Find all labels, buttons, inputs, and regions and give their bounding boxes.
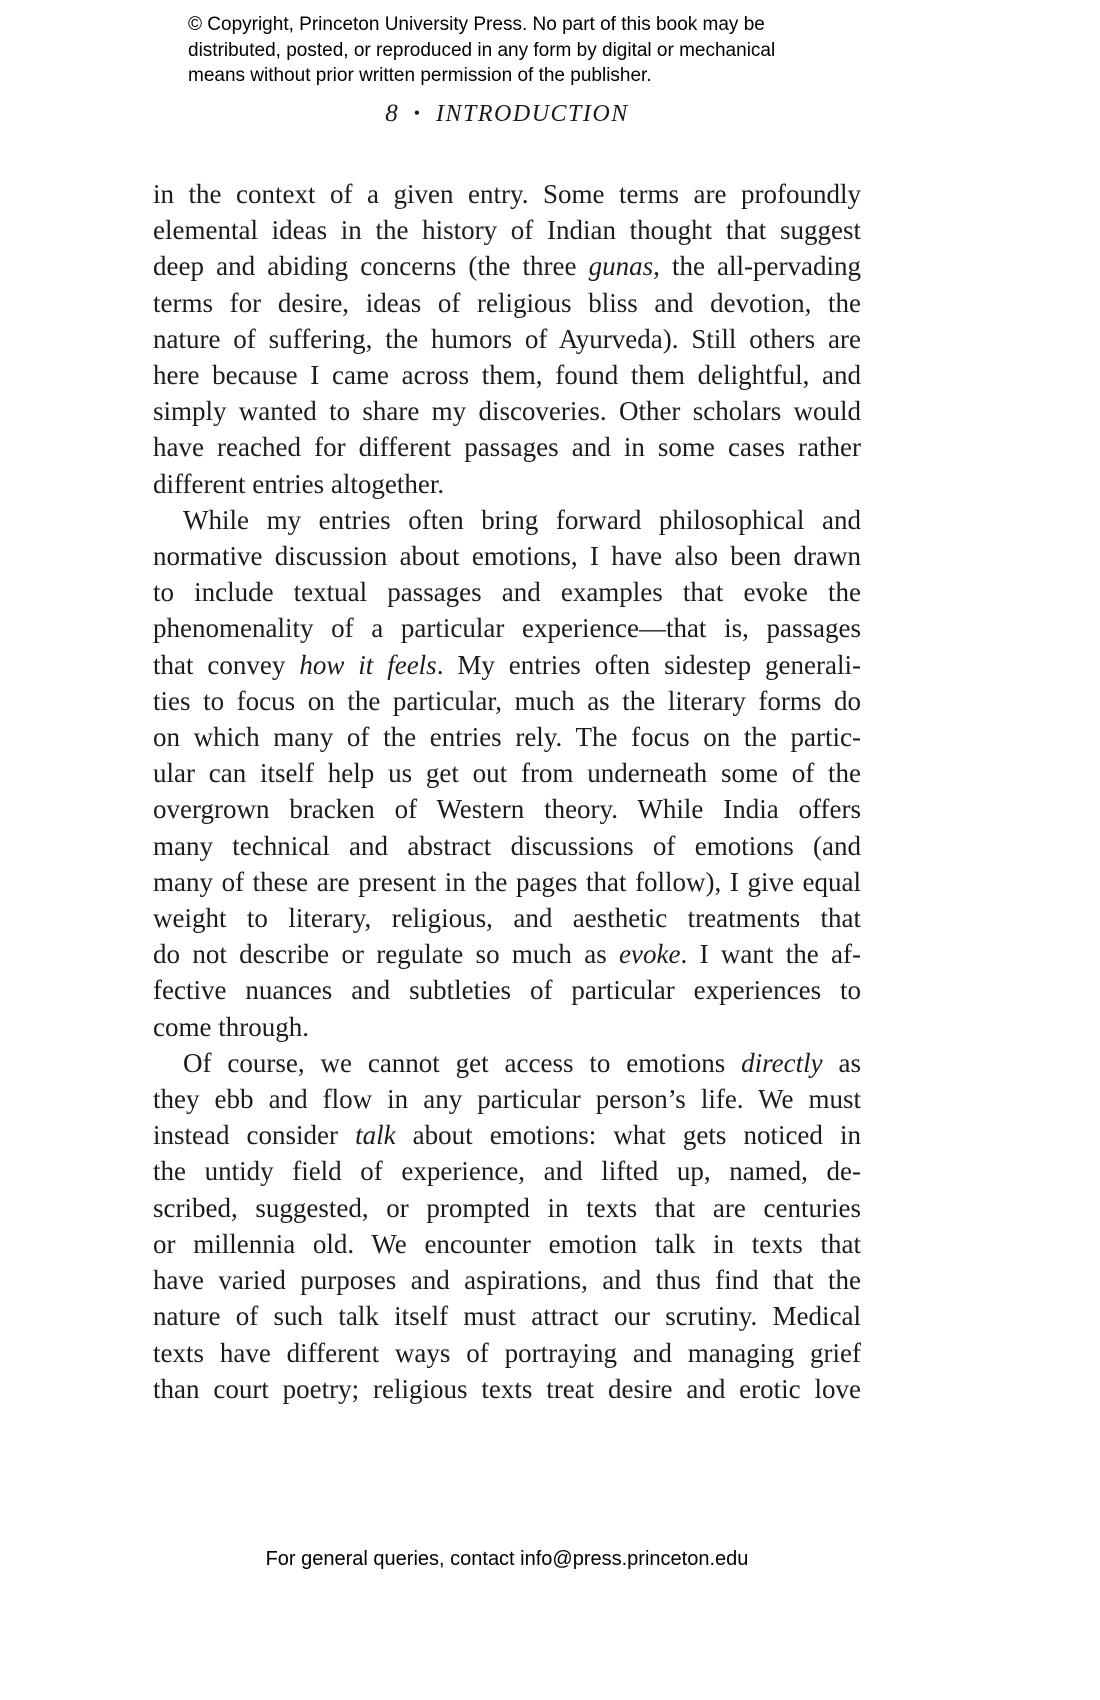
text-run: come through. — [153, 1011, 309, 1042]
italic-text-run: directly — [741, 1047, 823, 1078]
text-line — [153, 1335, 861, 1371]
text-run: phenomenality of a particular experience—that is, passages — [153, 613, 861, 644]
text-line — [153, 1081, 861, 1117]
text-line — [153, 828, 861, 864]
text-run: have varied purposes and aspirations, and thus find that the — [153, 1265, 861, 1296]
italic-text-run: gunas — [588, 251, 654, 282]
text-run: ties to focus on the particular, much as the literary forms do — [153, 685, 861, 716]
page-number: 8 — [385, 100, 398, 127]
header-bullet-separator: • — [413, 103, 421, 123]
text-run: that convey — [153, 649, 300, 680]
text-line — [153, 1009, 861, 1045]
text-run: normative discussion about emotions, I have also been drawn — [153, 541, 861, 572]
text-run: nature of such talk itself must attract our scrutiny. Medical — [153, 1301, 861, 1332]
text-line — [153, 1153, 861, 1189]
text-line — [153, 1190, 861, 1226]
text-run: , the all-pervading — [653, 251, 861, 282]
text-line — [153, 538, 861, 574]
text-line — [153, 719, 861, 755]
text-run: ular can itself help us get out from underneath some of the — [153, 758, 861, 789]
text-run: deep and abiding concerns (the three — [153, 251, 589, 282]
text-line — [153, 900, 861, 936]
header-title: INTRODUCTION — [436, 101, 629, 127]
text-run: in the context of a given entry. Some terms are profoundly — [153, 179, 861, 209]
text-line — [153, 1298, 861, 1334]
text-line — [153, 176, 861, 212]
text-run: about emotions: what gets noticed in — [395, 1120, 861, 1151]
text-run: terms for desire, ideas of religious bliss and devotion, the — [153, 287, 861, 318]
text-line — [153, 864, 861, 900]
text-run: overgrown bracken of Western theory. While India offers — [153, 794, 861, 825]
text-run: elemental ideas in the history of Indian thought that suggest — [153, 215, 861, 246]
italic-text-run: talk — [355, 1120, 396, 1151]
text-run: have reached for different passages and in some cases rather — [153, 432, 861, 463]
text-run: many of these are present in the pages that follow), I give equal — [153, 866, 861, 897]
text-run: different entries altogether. — [153, 468, 445, 499]
text-run: many technical and abstract discussions of emotions (and — [153, 830, 861, 861]
text-run: While my entries often bring forward philosophical and — [183, 504, 861, 535]
text-run: do not describe or regulate so much as — [153, 939, 620, 970]
text-line — [153, 1262, 861, 1298]
text-run: . My entries often sidestep generali- — [436, 649, 861, 680]
text-run: texts have different ways of portraying and managing grief — [153, 1337, 861, 1368]
copyright-line: means without prior written permission of the publisher. — [188, 65, 652, 86]
text-run: simply wanted to share my discoveries. Other scholars would — [153, 396, 861, 427]
text-run: than court poetry; religious texts treat desire and erotic love — [153, 1373, 861, 1404]
copyright-line: © Copyright, Princeton University Press. No part of this book may be — [188, 14, 765, 35]
text-line — [153, 574, 861, 610]
text-run: to include textual passages and examples that evoke the — [153, 577, 861, 608]
text-run: the untidy field of experience, and lifted up, named, de- — [153, 1156, 861, 1187]
text-line — [153, 321, 861, 357]
text-run: or millennia old. We encounter emotion talk in texts that — [153, 1228, 861, 1259]
text-line — [153, 936, 861, 972]
text-line — [153, 502, 861, 538]
text-line — [153, 429, 861, 465]
text-run: here because I came across them, found them delightful, and — [153, 360, 861, 391]
text-line — [153, 393, 861, 429]
text-line — [153, 1226, 861, 1262]
body-text — [153, 176, 861, 1407]
italic-text-run: how it feels — [299, 649, 437, 680]
text-line — [153, 212, 861, 248]
text-run: they ebb and flow in any particular person’s life. We must — [153, 1084, 861, 1115]
text-run: instead consider — [153, 1120, 356, 1151]
text-line — [153, 248, 861, 284]
text-line — [153, 755, 861, 791]
text-line — [153, 972, 861, 1008]
text-run: on which many of the entries rely. The focus on the partic- — [153, 722, 861, 753]
text-run: nature of suffering, the humors of Ayurveda). Still others are — [153, 323, 861, 354]
text-line — [153, 1371, 861, 1407]
text-run: as — [822, 1047, 861, 1078]
text-run: . I want the af- — [680, 939, 861, 970]
text-line — [153, 285, 861, 321]
text-line — [153, 1117, 861, 1153]
page-header — [153, 100, 861, 128]
text-run: fective nuances and subtleties of particular experiences to — [153, 975, 861, 1006]
text-line — [153, 466, 861, 502]
text-line — [153, 791, 861, 827]
footer-contact: For general queries, contact info@press.princeton.edu — [265, 1548, 749, 1570]
text-line — [153, 1045, 861, 1081]
copyright-line: distributed, posted, or reproduced in any form by digital or mechanical — [188, 39, 776, 61]
italic-text-run: evoke — [619, 939, 681, 970]
text-line — [153, 357, 861, 393]
text-run: scribed, suggested, or prompted in texts that are centuries — [153, 1192, 861, 1223]
text-run: Of course, we cannot get access to emotions — [183, 1047, 742, 1078]
copyright-notice — [188, 12, 775, 89]
text-line — [153, 683, 861, 719]
text-line — [153, 610, 861, 646]
text-line — [153, 647, 861, 683]
text-run: weight to literary, religious, and aesthetic treatments that — [153, 903, 861, 934]
